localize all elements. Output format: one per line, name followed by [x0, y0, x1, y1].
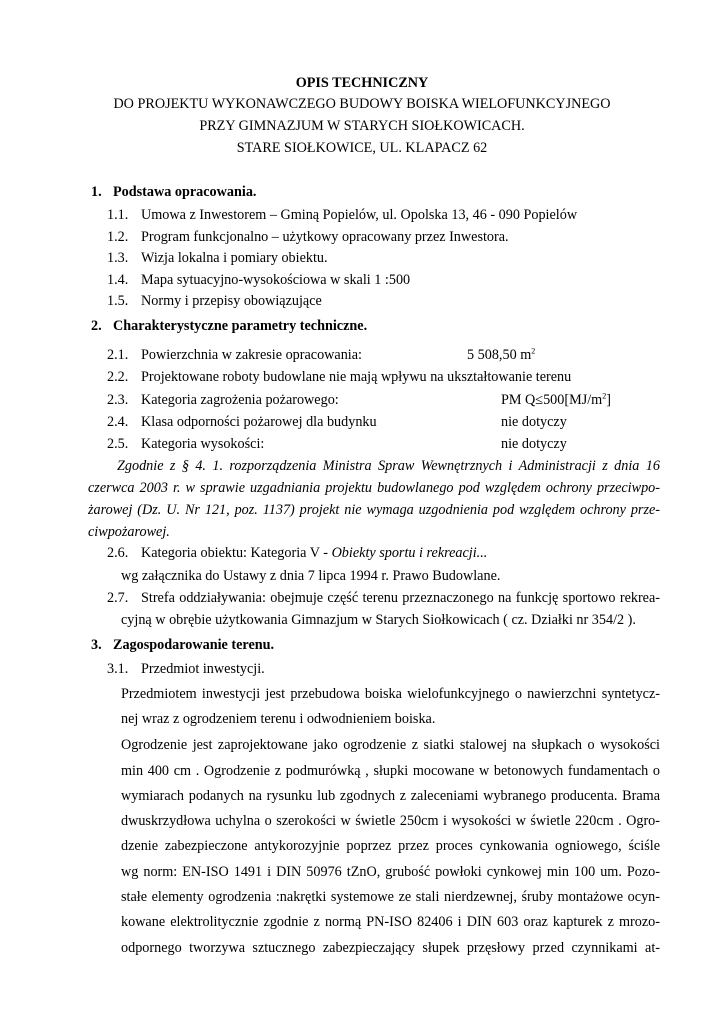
item-continuation: cyjną w obrębie użytkowania Gimnazjum w Starych Siołkowicach ( cz. Działki nr 354/2 ).: [121, 612, 636, 628]
item-number: 2.1.: [107, 347, 129, 363]
item-text: Mapa sytuacyjno-wysokościowa w skali 1 :500: [141, 272, 411, 288]
section-1-number: 1.: [91, 184, 102, 200]
item-text: Strefa oddziaływania: obejmuje część terenu przeznaczonego na funkcję sportowo rekrea-: [141, 590, 660, 606]
object-category: Kategoria obiektu: Kategoria V - Obiekty sportu i rekreacji...: [141, 545, 488, 561]
paragraph-line: min 400 cm . Ogrodzenie z podmurówką , słupki mocowane w betonowych fundamentach o: [121, 763, 660, 779]
item-number: 1.4.: [107, 272, 129, 288]
item-number: 1.5.: [107, 293, 129, 309]
item-text: Przedmiot inwestycji.: [141, 661, 265, 677]
paragraph-line: wg norm: EN-ISO 1491 i DIN 50976 tZnO, grubość powłoki cynkowej min 100 um. Pozo-: [121, 864, 660, 880]
item-text: Klasa odporności pożarowej dla budynku: [141, 414, 377, 430]
section-3-number: 3.: [91, 637, 102, 653]
item-text: Umowa z Inwestorem – Gminą Popielów, ul. Opolska 13, 46 - 090 Popielów: [141, 207, 578, 223]
item-number: 2.3.: [107, 392, 129, 408]
item-text: Normy i przepisy obowiązujące: [141, 293, 322, 309]
doc-subtitle-2: PRZY GIMNAZJUM W STARYCH SIOŁKOWICACH.: [199, 118, 525, 134]
paragraph-line: dzenie zabezpieczone antykorozyjnie poprzez przez proces cynkowania ogniowego, ściśle: [121, 838, 660, 854]
paragraph-line: dwuskrzydłowa uchylna o szerokości w świetle 250cm i wysokości w świetle 220cm . Ogro-: [121, 813, 660, 829]
item-number: 2.7.: [107, 590, 129, 606]
item-number: 2.4.: [107, 414, 129, 430]
item-number: 2.5.: [107, 436, 129, 452]
item-text: Kategoria zagrożenia pożarowego:: [141, 392, 339, 408]
paragraph-line: odpornego tworzywa sztucznego zabezpieczający słupek przęsłowy przed czynnikami at-: [121, 940, 660, 956]
regulation-note-line: Zgodnie z § 4. 1. rozporządzenia Ministra Spraw Wewnętrznych i Administracji z dnia 16: [117, 458, 660, 474]
paragraph-line: wymiarach podanych na rysunku lub zgodnych z zaleceniami wybranego producenta. Brama: [121, 788, 660, 804]
doc-title: OPIS TECHNICZNY: [295, 75, 429, 91]
section-1-title: Podstawa opracowania.: [113, 184, 257, 200]
item-value: nie dotyczy: [501, 436, 567, 452]
item-value: nie dotyczy: [501, 414, 567, 430]
item-text: Powierzchnia w zakresie opracowania:: [141, 347, 362, 363]
item-number: 1.1.: [107, 207, 129, 223]
item-number: 3.1.: [107, 661, 129, 677]
item-number: 1.3.: [107, 250, 129, 266]
item-continuation: wg załącznika do Ustawy z dnia 7 lipca 1994 r. Prawo Budowlane.: [121, 568, 501, 584]
regulation-note-line: ciwpożarowej.: [88, 524, 170, 540]
section-3-title: Zagospodarowanie terenu.: [113, 637, 275, 653]
item-text: Wizja lokalna i pomiary obiektu.: [141, 250, 328, 266]
paragraph-line: Ogrodzenie jest zaprojektowane jako ogrodzenie z siatki stalowej na słupkach o wysokości: [121, 737, 660, 753]
paragraph-line: nej wraz z ogrodzeniem terenu i odwodnieniem boiska.: [121, 711, 436, 727]
regulation-note-line: czerwca 2003 r. w sprawie uzgadniania projektu budowlanego pod względem ochrony przeciwpo-: [88, 480, 660, 496]
item-number: 2.2.: [107, 369, 129, 385]
item-text: Kategoria wysokości:: [141, 436, 265, 452]
item-number: 1.2.: [107, 229, 129, 245]
doc-subtitle-1: DO PROJEKTU WYKONAWCZEGO BUDOWY BOISKA WIELOFUNKCYJNEGO: [113, 96, 611, 112]
item-text: Projektowane roboty budowlane nie mają wpływu na ukształtowanie terenu: [141, 369, 572, 385]
paragraph-line: Przedmiotem inwestycji jest przebudowa boiska wielofunkcyjnego o nawierzchni syntetycz-: [121, 686, 660, 702]
doc-subtitle-3: STARE SIOŁKOWICE, UL. KLAPACZ 62: [236, 140, 488, 156]
paragraph-line: stałe elementy ogrodzenia :nakrętki systemowe ze stali nierdzewnej, śruby montażowe ocyn-: [121, 889, 660, 905]
section-2-title: Charakterystyczne parametry techniczne.: [113, 318, 368, 334]
item-text: Program funkcjonalno – użytkowy opracowany przez Inwestora.: [141, 229, 509, 245]
paragraph-line: kowane elektrolitycznie zgodnie z normą PN-ISO 82406 i DIN 603 oraz kapturek z mrozo-: [121, 914, 660, 930]
regulation-note-line: żarowej (Dz. U. Nr 121, poz. 1137) projekt nie wymaga uzgodnienia pod względem ochrony prze-: [88, 502, 660, 518]
area-value: 5 508,50 $m^2$: [467, 346, 536, 363]
fire-load-value: PM $Q\le 500[MJ/m^2]$: [501, 391, 611, 408]
section-2-number: 2.: [91, 318, 102, 334]
item-number: 2.6.: [107, 545, 129, 561]
